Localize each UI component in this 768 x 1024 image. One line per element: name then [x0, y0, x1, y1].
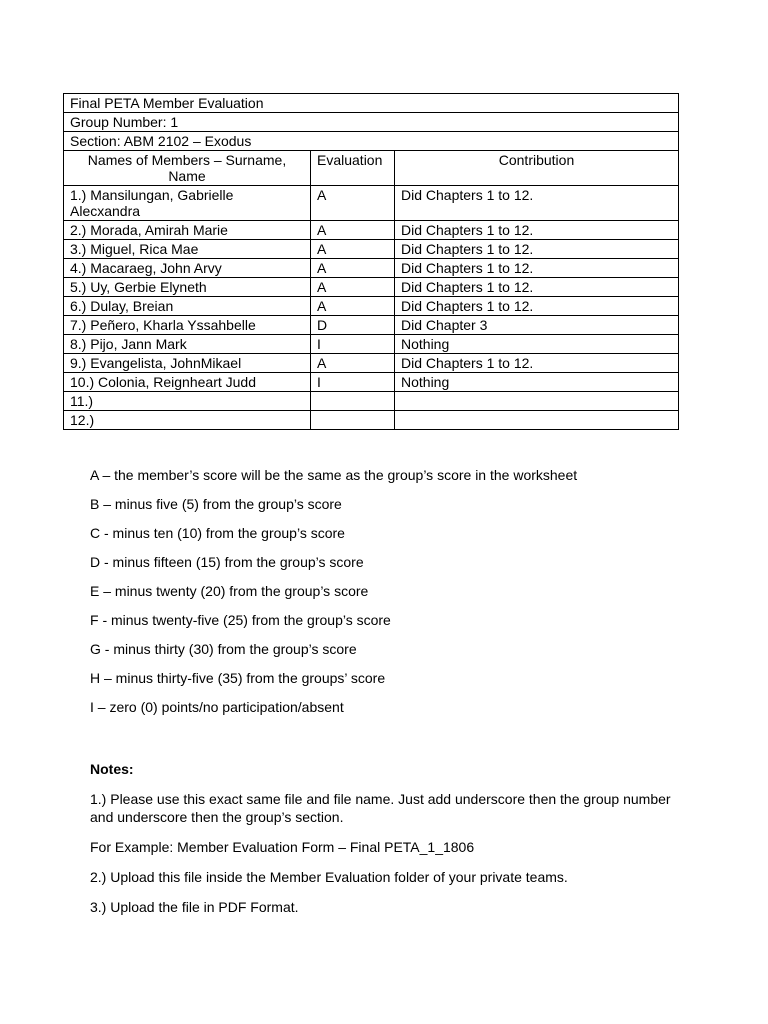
member-name: 10.) Colonia, Reignheart Judd [64, 373, 311, 392]
member-contribution: Did Chapters 1 to 12. [395, 259, 679, 278]
legend-item: B – minus five (5) from the group’s score [90, 496, 342, 512]
member-contribution: Did Chapters 1 to 12. [395, 221, 679, 240]
member-contribution: Did Chapters 1 to 12. [395, 186, 679, 221]
header-names: Names of Members – Surname, Name [64, 151, 311, 186]
member-evaluation: A [311, 221, 395, 240]
member-name: 8.) Pijo, Jann Mark [64, 335, 311, 354]
form-title: Final PETA Member Evaluation [64, 94, 679, 113]
member-name: 12.) [64, 411, 311, 430]
member-name: 3.) Miguel, Rica Mae [64, 240, 311, 259]
member-evaluation: A [311, 297, 395, 316]
section-label: Section: ABM 2102 – Exodus [64, 132, 679, 151]
table-row [64, 354, 679, 373]
member-contribution [395, 392, 679, 411]
member-contribution: Did Chapters 1 to 12. [395, 297, 679, 316]
table-row [64, 316, 679, 335]
group-number: Group Number: 1 [64, 113, 679, 132]
note-item: For Example: Member Evaluation Form – Final PETA_1_1806 [90, 839, 475, 855]
member-name: 6.) Dulay, Breian [64, 297, 311, 316]
table-row [64, 278, 679, 297]
member-contribution: Did Chapters 1 to 12. [395, 354, 679, 373]
table-row [64, 297, 679, 316]
legend-item: A – the member’s score will be the same as the group’s score in the worksheet [90, 467, 578, 483]
member-contribution: Did Chapter 3 [395, 316, 679, 335]
notes-section [90, 760, 680, 928]
member-evaluation: A [311, 240, 395, 259]
table-row [64, 186, 679, 221]
member-evaluation: A [311, 354, 395, 373]
table-header-row [64, 151, 679, 186]
legend-item: E – minus twenty (20) from the group’s score [90, 583, 369, 599]
member-evaluation [311, 411, 395, 430]
member-evaluation: A [311, 186, 395, 221]
table-row [64, 240, 679, 259]
member-evaluation: I [311, 373, 395, 392]
member-evaluation: A [311, 278, 395, 297]
member-evaluation [311, 392, 395, 411]
table-row [64, 392, 679, 411]
member-contribution: Nothing [395, 373, 679, 392]
notes-title: Notes: [90, 761, 134, 777]
table-row [64, 259, 679, 278]
header-contribution: Contribution [395, 151, 679, 186]
member-name: 9.) Evangelista, JohnMikael [64, 354, 311, 373]
member-name: 7.) Peñero, Kharla Yssahbelle [64, 316, 311, 335]
note-item: 2.) Upload this file inside the Member Evaluation folder of your private teams. [90, 869, 568, 885]
member-name: 4.) Macaraeg, John Arvy [64, 259, 311, 278]
note-item: 3.) Upload the file in PDF Format. [90, 899, 299, 915]
member-name: 5.) Uy, Gerbie Elyneth [64, 278, 311, 297]
table-row [64, 411, 679, 430]
member-contribution [395, 411, 679, 430]
member-contribution: Did Chapters 1 to 12. [395, 240, 679, 259]
table-row [64, 221, 679, 240]
member-name: 1.) Mansilungan, Gabrielle Alecxandra [64, 186, 311, 221]
member-evaluation-table [63, 93, 679, 430]
member-evaluation: A [311, 259, 395, 278]
table-row [64, 335, 679, 354]
legend-item: C - minus ten (10) from the group’s score [90, 525, 345, 541]
header-evaluation: Evaluation [311, 151, 395, 186]
legend-item: D - minus fifteen (15) from the group’s score [90, 554, 364, 570]
member-rows [64, 186, 679, 430]
member-name: 2.) Morada, Amirah Marie [64, 221, 311, 240]
evaluation-legend [90, 467, 577, 728]
notes-list [90, 790, 680, 916]
legend-item: F - minus twenty-five (25) from the group’s score [90, 612, 391, 628]
member-evaluation: D [311, 316, 395, 335]
member-contribution: Nothing [395, 335, 679, 354]
legend-item: H – minus thirty-five (35) from the groups’ score [90, 670, 386, 686]
note-item: 1.) Please use this exact same file and file name. Just add underscore then the group number and underscore then the group’s section. [90, 791, 671, 825]
legend-item: I – zero (0) points/no participation/absent [90, 699, 344, 715]
legend-item: G - minus thirty (30) from the group’s score [90, 641, 357, 657]
table-row [64, 373, 679, 392]
member-evaluation: I [311, 335, 395, 354]
member-contribution: Did Chapters 1 to 12. [395, 278, 679, 297]
member-name: 11.) [64, 392, 311, 411]
